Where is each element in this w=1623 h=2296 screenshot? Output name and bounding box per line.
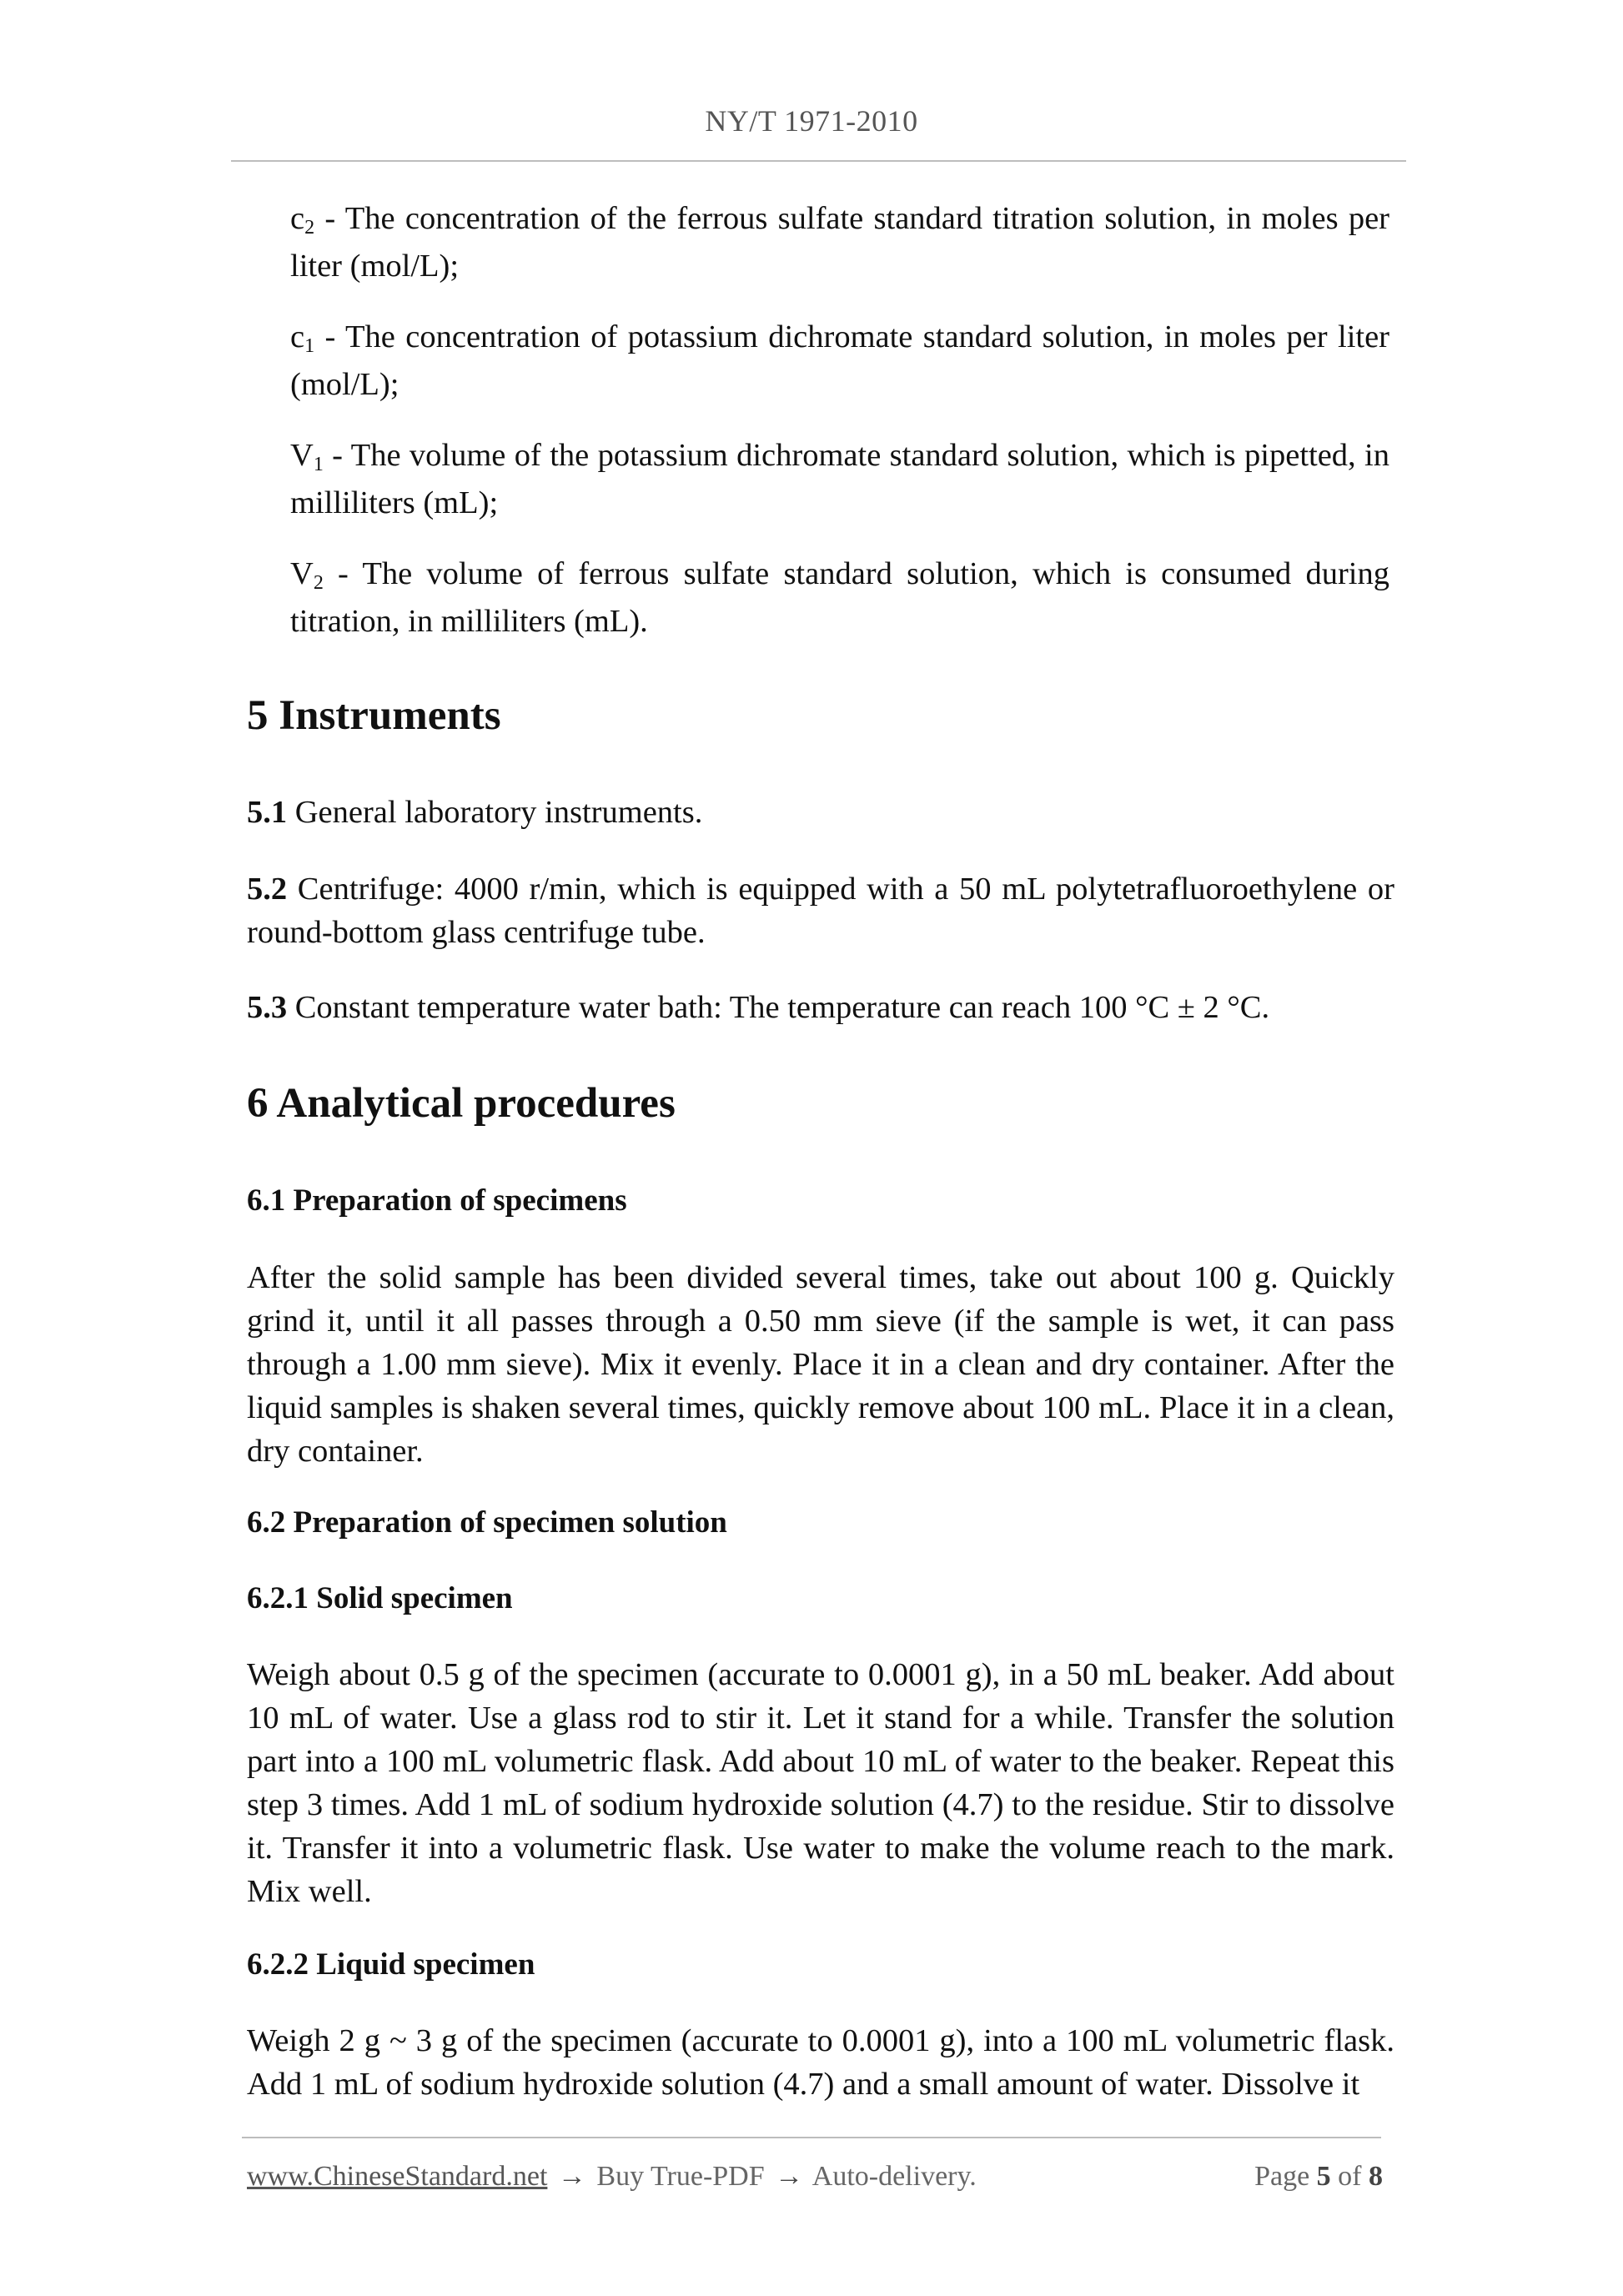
subsection-6-2-heading: 6.2 Preparation of specimen solution bbox=[247, 1505, 727, 1540]
current-page-number: 5 bbox=[1316, 2161, 1331, 2192]
definition-text: - The concentration of potassium dichromate standard solution, in moles per liter (mol/L); bbox=[290, 319, 1389, 402]
symbol: c bbox=[290, 319, 305, 354]
subsection-6-2-1-text: Weigh about 0.5 g of the specimen (accurate to 0.0001 g), in a 50 mL beaker. Add about 10 mL of water. Use a glass rod to stir it. Let it stand for a while. Transfer the solution part into a 100 mL volumetric flask. Add about 10 mL of water to the beaker. Repeat this step 3 times. Add 1 mL of sodium hydroxide solution (4.7) to the residue. Stir to dissolve it. Transfer it into a volumetric flask. Use water to make the volume reach to the mark. Mix well. bbox=[247, 1657, 1394, 1909]
subscript: 2 bbox=[313, 572, 324, 594]
definition-c1 bbox=[290, 315, 1389, 406]
section-5-heading: 5 Instruments bbox=[247, 692, 501, 739]
footer-promo bbox=[247, 2154, 977, 2199]
clause-text: General laboratory instruments. bbox=[287, 795, 703, 830]
subscript: 1 bbox=[313, 454, 324, 475]
page-label: Page bbox=[1254, 2161, 1310, 2192]
symbol: V bbox=[290, 556, 314, 591]
footer-divider bbox=[242, 2137, 1381, 2138]
page-footer bbox=[247, 2154, 1383, 2199]
subsection-6-2-2-text: Weigh 2 g ~ 3 g of the specimen (accurate to 0.0001 g), into a 100 mL volumetric flask. Add 1 mL of sodium hydroxide solution (4.7) and a small amount of water. Dissolve it bbox=[247, 2023, 1394, 2102]
definition-c2 bbox=[290, 197, 1389, 288]
website-link[interactable]: www.ChineseStandard.net bbox=[247, 2161, 548, 2192]
clause-number: 5.1 bbox=[247, 795, 288, 830]
clause-number: 5.2 bbox=[247, 872, 288, 907]
symbol: c bbox=[290, 201, 305, 236]
clause-5-3 bbox=[247, 986, 1394, 1029]
document-header-title: NY/T 1971-2010 bbox=[705, 104, 918, 138]
auto-delivery-text: Auto-delivery. bbox=[812, 2161, 977, 2192]
subsection-6-1-text: After the solid sample has been divided several times, take out about 100 g. Quickly grind it, until it all passes through a 0.50 mm sieve (if the sample is wet, it can pass through a 1.00 mm sieve). Mix it evenly. Place it in a clean and dry container. After the liquid samples is shaken several times, quickly remove about 100 mL. Place it in a clean, dry container. bbox=[247, 1260, 1394, 1469]
definition-v2 bbox=[290, 552, 1389, 643]
definition-text: - The volume of ferrous sulfate standard solution, which is consumed during titration, in milliliters (mL). bbox=[290, 556, 1389, 639]
subsection-6-1-heading: 6.1 Preparation of specimens bbox=[247, 1183, 627, 1218]
total-page-number: 8 bbox=[1369, 2161, 1383, 2192]
of-label: of bbox=[1338, 2161, 1362, 2192]
arrow-right-icon: → bbox=[775, 2161, 804, 2192]
subscript: 1 bbox=[304, 335, 315, 357]
subsection-6-2-1-heading: 6.2.1 Solid specimen bbox=[247, 1581, 513, 1615]
page-number-indicator bbox=[1254, 2154, 1383, 2199]
definition-v1 bbox=[290, 434, 1389, 525]
clause-number: 5.3 bbox=[247, 990, 288, 1025]
header-divider bbox=[231, 160, 1406, 162]
clause-5-2 bbox=[247, 867, 1394, 954]
definition-text: - The concentration of the ferrous sulfate standard titration solution, in moles per liter (mol/L); bbox=[290, 201, 1389, 284]
symbol: V bbox=[290, 438, 314, 473]
arrow-right-icon: → bbox=[557, 2161, 586, 2192]
definition-text: - The volume of the potassium dichromate standard solution, which is pipetted, in milliliters (mL); bbox=[290, 438, 1389, 520]
buy-true-pdf-text: Buy True-PDF bbox=[596, 2161, 765, 2192]
subscript: 2 bbox=[304, 217, 315, 239]
section-6-heading: 6 Analytical procedures bbox=[247, 1080, 676, 1127]
clause-text: Centrifuge: 4000 r/min, which is equipped with a 50 mL polytetrafluoroethylene or round-bottom glass centrifuge tube. bbox=[247, 872, 1394, 950]
clause-5-1 bbox=[247, 791, 1394, 834]
clause-text: Constant temperature water bath: The temperature can reach 100 °C ± 2 °C. bbox=[287, 990, 1270, 1025]
subsection-6-2-2-heading: 6.2.2 Liquid specimen bbox=[247, 1947, 535, 1982]
